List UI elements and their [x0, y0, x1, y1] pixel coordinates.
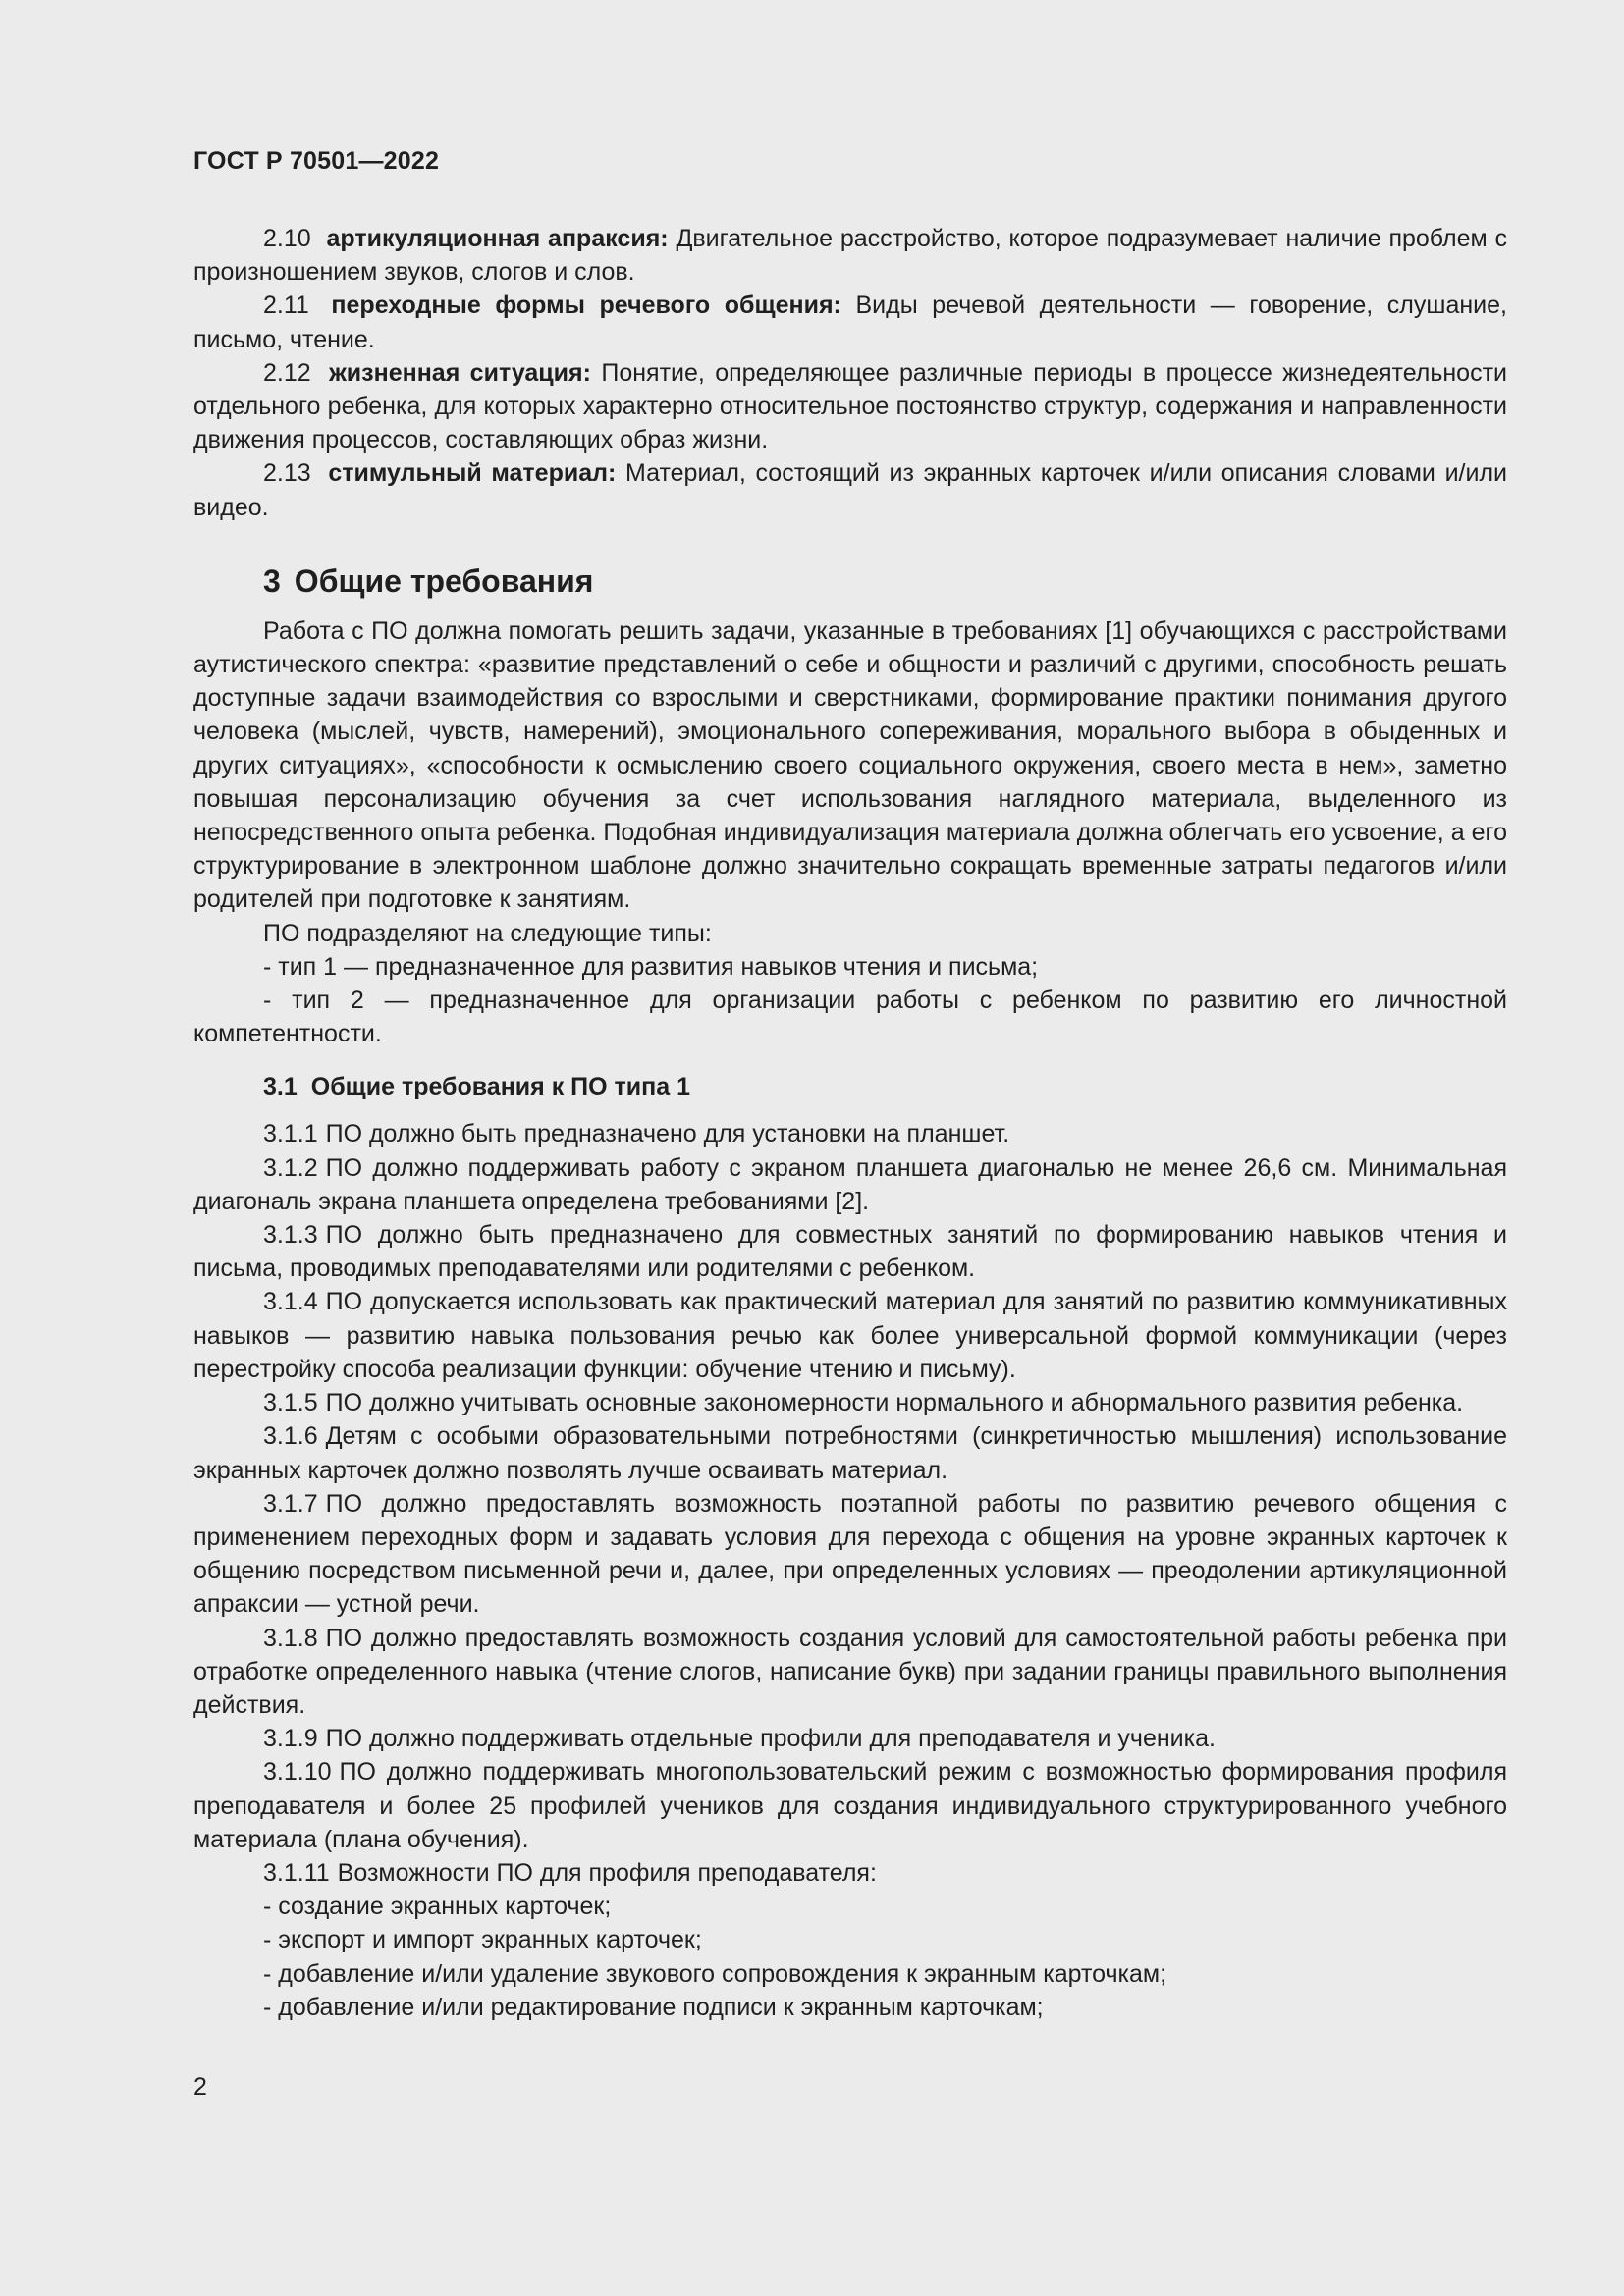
clause-3-1-11: [193, 1856, 1507, 1890]
clause-text: ПО должно предоставлять возможность создания условий для самостоятельной работы ребенка при отработке определенного навыка (чтение слогов, написание букв) при задании границы правильного выполнения действия.: [193, 1624, 1507, 1719]
term-name: артикуляционная апраксия:: [326, 225, 669, 252]
term-definition: Двигательное расстройство, которое подразумевает наличие проблем с произношением звуков, слогов и слов.: [193, 225, 1507, 287]
clause-number: 3.1.11: [263, 1858, 330, 1887]
clause-text: ПО должно предоставлять возможность поэтапной работы по развитию речевого общения с применением переходных форм и задавать условия для перехода с общения на уровне экранных карточек к общению посредством письменной речи и, далее, при определенных условиях — преодолении артикуляционной апраксии — устной речи.: [193, 1489, 1507, 1619]
types-intro: ПО подразделяют на следующие типы:: [263, 919, 712, 947]
clause-number: 3.1.5: [263, 1389, 318, 1417]
term-definition: Понятие, определяющее различные периоды в процессе жизнедеятельности отдельного ребенка, для которых характерно относительное постоянство структур, содержания и направленности движения процессов, составляющих образ жизни.: [193, 358, 1508, 454]
feature-item: - создание экранных карточек;: [263, 1893, 612, 1921]
term-2-13: [193, 456, 1507, 523]
clause-3-1-2: [193, 1151, 1507, 1218]
type-1-item: - тип 1 — предназначенное для развития навыков чтения и письма;: [263, 952, 1039, 981]
term-name: жизненная ситуация:: [329, 358, 591, 387]
section-number: 3: [263, 562, 281, 599]
clause-3-1-10: [193, 1755, 1507, 1856]
clause-3-1-5: [193, 1386, 1507, 1419]
clause-3-1-4: [193, 1285, 1507, 1386]
clause-text: ПО должно поддерживать работу с экраном планшета диагональю не менее 26,6 см. Минимальная диагональ экрана планшета определена требованиями [2].: [193, 1153, 1507, 1215]
term-2-11: [193, 289, 1507, 355]
clause-3-1-7: [193, 1487, 1507, 1622]
clause-number: 3.1.2: [263, 1153, 318, 1182]
clause-3-1-8: [193, 1622, 1507, 1723]
clause-number: 3.1.9: [263, 1725, 318, 1753]
clause-text: ПО должно поддерживать отдельные профили для преподавателя и ученика.: [325, 1725, 1216, 1753]
clause-text: ПО должно учитывать основные закономерности нормального и абнормального развития ребенка.: [325, 1389, 1464, 1417]
section-3-intro: Работа с ПО должна помогать решить задачи, указанные в требованиях [1] обучающихся с расстройствами аутистического спектра: «развитие представлений о себе и общности и различий с другими, способность решать доступные задачи взаимодействия со взрослыми и сверстниками, формирование практики понимания другого человека (мыслей, чувств, намерений), эмоционального сопереживания, морального выбора в обыденных и других ситуациях», «способности к осмыслению своего социального окружения, своего места в нем», заметно повышая персонализацию обучения за счет использования наглядного материала, выделенного из непосредственного опыта ребенка. Подобная индивидуализация материала должна облегчать его усвоение, а его структурирование в электронном шаблоне должно значительно сокращать временные затраты педагогов и/или родителей при подготовке к занятиям.: [193, 616, 1507, 914]
clause-text: ПО должно поддерживать многопользовательский режим с возможностью формирования профиля преподавателя и более 25 профилей учеников для создания индивидуального структурированного учебного материала (плана обучения).: [193, 1758, 1507, 1853]
term-name: стимульный материал:: [328, 459, 617, 488]
clause-number: 3.1.4: [263, 1288, 318, 1316]
clause-number: 3.1.10: [263, 1758, 332, 1787]
term-number: 2.10: [263, 225, 311, 252]
clause-number: 3.1.1: [263, 1120, 318, 1148]
section-3-heading: [263, 561, 1507, 601]
term-number: 2.13: [263, 459, 311, 488]
clause-3-1-1: [193, 1117, 1507, 1150]
section-title: Общие требования: [294, 562, 594, 599]
term-definition: Виды речевой деятельности — говорение, слушание, письмо, чтение.: [193, 292, 1507, 353]
term-number: 2.12: [263, 358, 311, 387]
clause-3-1-6: [193, 1419, 1507, 1486]
term-2-12: [193, 356, 1507, 457]
term-definition: Материал, состоящий из экранных карточек и/или описания словами и/или видео.: [193, 459, 1508, 521]
clause-number: 3.1.3: [263, 1221, 318, 1250]
term-name: переходные формы речевого общения:: [331, 292, 841, 320]
section-number: 3.1: [263, 1073, 298, 1101]
clause-number: 3.1.6: [263, 1422, 318, 1451]
term-number: 2.11: [263, 292, 309, 320]
type-2-item: - тип 2 — предназначенное для организации работы с ребенком по развитию его личностной компетентности.: [193, 987, 1507, 1048]
clause-text: ПО допускается использовать как практический материал для занятий по развитию коммуникативных навыков — развитию навыка пользования речью как более универсальной формой коммуникации (через перестройку способа реализации функции: обучение чтению и письму).: [193, 1288, 1507, 1383]
clause-number: 3.1.7: [263, 1489, 318, 1518]
term-2-10: [193, 222, 1507, 289]
clause-text: Возможности ПО для профиля преподавателя:: [337, 1858, 877, 1887]
feature-item: - добавление и/или редактирование подписи к экранным карточкам;: [263, 1993, 1044, 2021]
clause-number: 3.1.8: [263, 1624, 318, 1652]
feature-item: - экспорт и импорт экранных карточек;: [263, 1926, 702, 1954]
document-header: ГОСТ Р 70501—2022: [193, 147, 440, 175]
clause-text: ПО должно быть предназначено для совместных занятий по формированию навыков чтения и письма, проводимых преподавателями или родителями с ребенком.: [193, 1221, 1507, 1283]
section-title: Общие требования к ПО типа 1: [310, 1073, 690, 1101]
section-3-1-heading: [263, 1070, 1507, 1103]
clause-3-1-9: [193, 1722, 1507, 1755]
document-body: [193, 222, 1507, 2024]
page-number: 2: [193, 2073, 207, 2101]
clause-3-1-3: [193, 1218, 1507, 1285]
clause-text: ПО должно быть предназначено для установки на планшет.: [325, 1120, 1010, 1148]
clause-text: Детям с особыми образовательными потребностями (синкретичностью мышления) использование экранных карточек должно позволять лучше осваивать материал.: [193, 1422, 1507, 1484]
feature-item: - добавление и/или удаление звукового сопровождения к экранным карточкам;: [263, 1959, 1167, 1988]
